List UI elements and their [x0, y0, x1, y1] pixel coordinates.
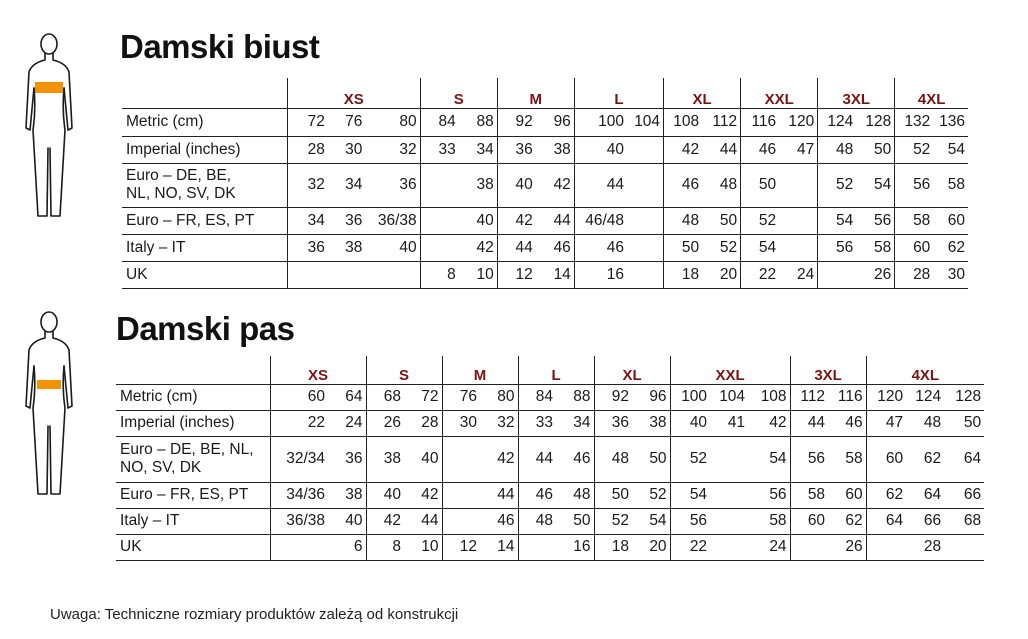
- table-cell: 50: [856, 136, 895, 163]
- table-cell: [420, 163, 459, 207]
- waist-highlight: [37, 380, 61, 389]
- bust-figure-icon: [18, 30, 80, 220]
- table-cell: 50: [556, 508, 594, 534]
- table-cell: 56: [856, 207, 895, 234]
- table-cell: 44: [574, 163, 627, 207]
- table-cell: 100: [574, 108, 627, 136]
- row-label: Euro – DE, BE, NL, NO, SV, DK: [116, 436, 270, 482]
- row-label: UK: [116, 534, 270, 560]
- table-cell: 54: [670, 482, 710, 508]
- table-cell: [442, 436, 480, 482]
- table-row: [122, 108, 968, 136]
- table-cell: 24: [779, 261, 818, 288]
- table-cell: 64: [866, 508, 906, 534]
- size-header-s: S: [366, 356, 442, 384]
- table-cell: 62: [866, 482, 906, 508]
- size-header-4xl: 4XL: [895, 78, 968, 108]
- table-cell: 88: [556, 384, 594, 410]
- table-cell: 34: [556, 410, 594, 436]
- table-cell: 40: [459, 207, 498, 234]
- row-label: Metric (cm): [122, 108, 287, 136]
- table-cell: [818, 261, 857, 288]
- bust-title: Damski biust: [120, 28, 320, 65]
- table-cell: 24: [748, 534, 790, 560]
- table-cell: 64: [328, 384, 366, 410]
- table-cell: 76: [328, 108, 366, 136]
- table-cell: 108: [664, 108, 703, 136]
- table-cell: 46: [574, 234, 627, 261]
- table-cell: 34: [459, 136, 498, 163]
- table-cell: 48: [518, 508, 556, 534]
- table-cell: 38: [366, 436, 404, 482]
- table-row: [116, 508, 984, 534]
- table-cell: 42: [404, 482, 442, 508]
- table-cell: 64: [944, 436, 984, 482]
- table-cell: 128: [944, 384, 984, 410]
- table-cell: 68: [366, 384, 404, 410]
- table-cell: 58: [828, 436, 866, 482]
- size-header-l: L: [518, 356, 594, 384]
- table-cell: 80: [365, 108, 420, 136]
- table-cell: 44: [480, 482, 518, 508]
- row-label: Euro – DE, BE, NL, NO, SV, DK: [122, 163, 287, 207]
- table-cell: 112: [702, 108, 741, 136]
- table-cell: 40: [404, 436, 442, 482]
- table-cell: 32: [365, 136, 420, 163]
- table-cell: 58: [790, 482, 828, 508]
- table-cell: 62: [906, 436, 944, 482]
- table-cell: 42: [664, 136, 703, 163]
- table-cell: 30: [328, 136, 366, 163]
- table-cell: 47: [866, 410, 906, 436]
- table-cell: [710, 534, 748, 560]
- table-cell: 12: [442, 534, 480, 560]
- table-cell: 41: [710, 410, 748, 436]
- table-cell: 14: [536, 261, 575, 288]
- table-cell: 22: [670, 534, 710, 560]
- table-cell: [790, 534, 828, 560]
- size-header-xs: XS: [287, 78, 420, 108]
- size-header-xl: XL: [594, 356, 670, 384]
- size-header-xs: XS: [270, 356, 366, 384]
- table-cell: 10: [459, 261, 498, 288]
- table-cell: 40: [670, 410, 710, 436]
- table-cell: 22: [741, 261, 780, 288]
- waist-title: Damski pas: [116, 310, 295, 347]
- table-cell: [442, 482, 480, 508]
- table-cell: [627, 163, 664, 207]
- table-cell: 18: [594, 534, 632, 560]
- table-cell: 28: [906, 534, 944, 560]
- table-row: [122, 136, 968, 163]
- table-cell: [420, 207, 459, 234]
- table-row: [116, 436, 984, 482]
- table-cell: 42: [480, 436, 518, 482]
- table-cell: 42: [459, 234, 498, 261]
- table-cell: 42: [748, 410, 790, 436]
- table-cell: 16: [556, 534, 594, 560]
- table-cell: [944, 534, 984, 560]
- table-cell: [518, 534, 556, 560]
- table-cell: 54: [856, 163, 895, 207]
- table-cell: 44: [790, 410, 828, 436]
- table-cell: 36: [594, 410, 632, 436]
- table-cell: 26: [366, 410, 404, 436]
- table-cell: 60: [933, 207, 968, 234]
- footnote: Uwaga: Techniczne rozmiary produktów zależą od konstrukcji: [50, 606, 459, 623]
- table-cell: 84: [518, 384, 556, 410]
- table-cell: 46: [536, 234, 575, 261]
- table-cell: [287, 261, 328, 288]
- table-cell: 42: [536, 163, 575, 207]
- table-cell: 33: [518, 410, 556, 436]
- table-cell: 36: [328, 207, 366, 234]
- table-cell: 48: [556, 482, 594, 508]
- table-cell: 32/34: [270, 436, 328, 482]
- table-cell: 8: [420, 261, 459, 288]
- table-cell: 6: [328, 534, 366, 560]
- row-label: Imperial (inches): [122, 136, 287, 163]
- table-cell: 124: [906, 384, 944, 410]
- table-cell: [779, 207, 818, 234]
- table-cell: 116: [741, 108, 780, 136]
- table-cell: 100: [670, 384, 710, 410]
- table-cell: 36: [365, 163, 420, 207]
- table-cell: 136: [933, 108, 968, 136]
- row-label: Italy – IT: [116, 508, 270, 534]
- table-cell: 60: [828, 482, 866, 508]
- table-cell: 56: [895, 163, 934, 207]
- table-cell: 28: [404, 410, 442, 436]
- table-cell: [710, 436, 748, 482]
- table-cell: 36/38: [365, 207, 420, 234]
- table-cell: [442, 508, 480, 534]
- table-cell: 26: [828, 534, 866, 560]
- table-cell: [866, 534, 906, 560]
- table-row: [116, 482, 984, 508]
- table-cell: 48: [818, 136, 857, 163]
- table-cell: 50: [702, 207, 741, 234]
- table-cell: 47: [779, 136, 818, 163]
- table-cell: 72: [287, 108, 328, 136]
- table-cell: 68: [944, 508, 984, 534]
- table-cell: 88: [459, 108, 498, 136]
- table-cell: 46: [518, 482, 556, 508]
- row-label: Metric (cm): [116, 384, 270, 410]
- size-header-xxl: XXL: [670, 356, 790, 384]
- table-cell: [270, 534, 328, 560]
- table-cell: 20: [632, 534, 670, 560]
- table-cell: 54: [818, 207, 857, 234]
- table-cell: 116: [828, 384, 866, 410]
- table-cell: 76: [442, 384, 480, 410]
- row-label: Euro – FR, ES, PT: [122, 207, 287, 234]
- table-cell: 46: [556, 436, 594, 482]
- table-cell: [627, 207, 664, 234]
- table-cell: 62: [933, 234, 968, 261]
- size-header-xxl: XXL: [741, 78, 818, 108]
- table-cell: 26: [856, 261, 895, 288]
- table-cell: 60: [270, 384, 328, 410]
- table-cell: 33: [420, 136, 459, 163]
- table-cell: 46/48: [574, 207, 627, 234]
- table-cell: 38: [459, 163, 498, 207]
- table-cell: 92: [594, 384, 632, 410]
- row-label: UK: [122, 261, 287, 288]
- size-header-m: M: [442, 356, 518, 384]
- table-cell: 52: [741, 207, 780, 234]
- table-cell: 28: [895, 261, 934, 288]
- table-cell: 50: [594, 482, 632, 508]
- table-cell: 56: [748, 482, 790, 508]
- table-cell: [420, 234, 459, 261]
- table-cell: 66: [944, 482, 984, 508]
- bust-size-table: [122, 78, 968, 289]
- table-cell: 36: [497, 136, 536, 163]
- table-cell: 10: [404, 534, 442, 560]
- size-header-3xl: 3XL: [790, 356, 866, 384]
- table-cell: 12: [497, 261, 536, 288]
- table-row: [116, 384, 984, 410]
- table-cell: [627, 136, 664, 163]
- table-cell: 34: [287, 207, 328, 234]
- table-cell: 40: [365, 234, 420, 261]
- table-cell: 104: [710, 384, 748, 410]
- table-cell: 44: [702, 136, 741, 163]
- size-header-3xl: 3XL: [818, 78, 895, 108]
- table-cell: 128: [856, 108, 895, 136]
- table-cell: 40: [366, 482, 404, 508]
- table-cell: 50: [741, 163, 780, 207]
- size-header-xl: XL: [664, 78, 741, 108]
- table-cell: 38: [536, 136, 575, 163]
- table-cell: 52: [818, 163, 857, 207]
- table-cell: 34/36: [270, 482, 328, 508]
- table-row: [122, 234, 968, 261]
- table-cell: 56: [670, 508, 710, 534]
- table-cell: 46: [828, 410, 866, 436]
- table-cell: 44: [404, 508, 442, 534]
- size-header-s: S: [420, 78, 497, 108]
- table-cell: 20: [702, 261, 741, 288]
- table-cell: 92: [497, 108, 536, 136]
- table-cell: 42: [497, 207, 536, 234]
- table-cell: 58: [895, 207, 934, 234]
- table-cell: 60: [895, 234, 934, 261]
- table-cell: 40: [328, 508, 366, 534]
- table-cell: [710, 482, 748, 508]
- table-cell: 52: [594, 508, 632, 534]
- table-cell: [710, 508, 748, 534]
- row-label: Italy – IT: [122, 234, 287, 261]
- table-cell: 52: [632, 482, 670, 508]
- table-cell: 44: [518, 436, 556, 482]
- bust-highlight: [35, 82, 63, 93]
- table-cell: 52: [702, 234, 741, 261]
- table-row: [122, 207, 968, 234]
- table-cell: 66: [906, 508, 944, 534]
- table-cell: 48: [906, 410, 944, 436]
- table-row: [116, 410, 984, 436]
- table-cell: 44: [497, 234, 536, 261]
- table-cell: [779, 234, 818, 261]
- table-cell: 38: [328, 234, 366, 261]
- table-cell: 36: [328, 436, 366, 482]
- table-cell: 48: [702, 163, 741, 207]
- table-cell: 52: [895, 136, 934, 163]
- table-row: [122, 163, 968, 207]
- table-cell: 30: [933, 261, 968, 288]
- table-cell: 124: [818, 108, 857, 136]
- table-cell: 32: [480, 410, 518, 436]
- table-cell: 108: [748, 384, 790, 410]
- table-cell: 112: [790, 384, 828, 410]
- table-cell: 58: [933, 163, 968, 207]
- table-cell: 54: [741, 234, 780, 261]
- table-cell: [328, 261, 366, 288]
- table-cell: 54: [632, 508, 670, 534]
- table-cell: 40: [497, 163, 536, 207]
- table-cell: 14: [480, 534, 518, 560]
- table-cell: 58: [856, 234, 895, 261]
- table-cell: 46: [480, 508, 518, 534]
- table-cell: 22: [270, 410, 328, 436]
- table-cell: 54: [933, 136, 968, 163]
- table-cell: 104: [627, 108, 664, 136]
- waist-size-table: [116, 356, 984, 561]
- table-cell: 24: [328, 410, 366, 436]
- table-cell: 36: [287, 234, 328, 261]
- table-cell: 36/38: [270, 508, 328, 534]
- table-row: [122, 261, 968, 288]
- table-cell: 80: [480, 384, 518, 410]
- table-cell: [627, 261, 664, 288]
- table-cell: 62: [828, 508, 866, 534]
- waist-figure-icon: [18, 308, 80, 498]
- table-cell: 96: [536, 108, 575, 136]
- size-header-l: L: [574, 78, 663, 108]
- table-cell: 46: [664, 163, 703, 207]
- table-cell: 38: [632, 410, 670, 436]
- table-cell: [627, 234, 664, 261]
- table-cell: 28: [287, 136, 328, 163]
- table-cell: 30: [442, 410, 480, 436]
- table-cell: 64: [906, 482, 944, 508]
- table-cell: 52: [670, 436, 710, 482]
- table-cell: 38: [328, 482, 366, 508]
- table-cell: 40: [574, 136, 627, 163]
- table-cell: 48: [664, 207, 703, 234]
- table-cell: 96: [632, 384, 670, 410]
- table-cell: 84: [420, 108, 459, 136]
- table-cell: 34: [328, 163, 366, 207]
- table-cell: 120: [779, 108, 818, 136]
- table-cell: 58: [748, 508, 790, 534]
- size-header-4xl: 4XL: [866, 356, 984, 384]
- table-cell: 60: [790, 508, 828, 534]
- size-header-m: M: [497, 78, 574, 108]
- table-cell: 56: [818, 234, 857, 261]
- table-cell: 18: [664, 261, 703, 288]
- table-cell: 120: [866, 384, 906, 410]
- table-cell: 16: [574, 261, 627, 288]
- table-cell: 50: [944, 410, 984, 436]
- table-cell: [779, 163, 818, 207]
- table-cell: 50: [632, 436, 670, 482]
- table-cell: 54: [748, 436, 790, 482]
- table-cell: 8: [366, 534, 404, 560]
- table-cell: 60: [866, 436, 906, 482]
- table-cell: 32: [287, 163, 328, 207]
- table-cell: 56: [790, 436, 828, 482]
- table-cell: 42: [366, 508, 404, 534]
- table-cell: 48: [594, 436, 632, 482]
- row-label: Euro – FR, ES, PT: [116, 482, 270, 508]
- table-cell: [365, 261, 420, 288]
- table-cell: 72: [404, 384, 442, 410]
- row-label: Imperial (inches): [116, 410, 270, 436]
- table-cell: 46: [741, 136, 780, 163]
- table-cell: 44: [536, 207, 575, 234]
- table-cell: 50: [664, 234, 703, 261]
- table-cell: 132: [895, 108, 934, 136]
- table-row: [116, 534, 984, 560]
